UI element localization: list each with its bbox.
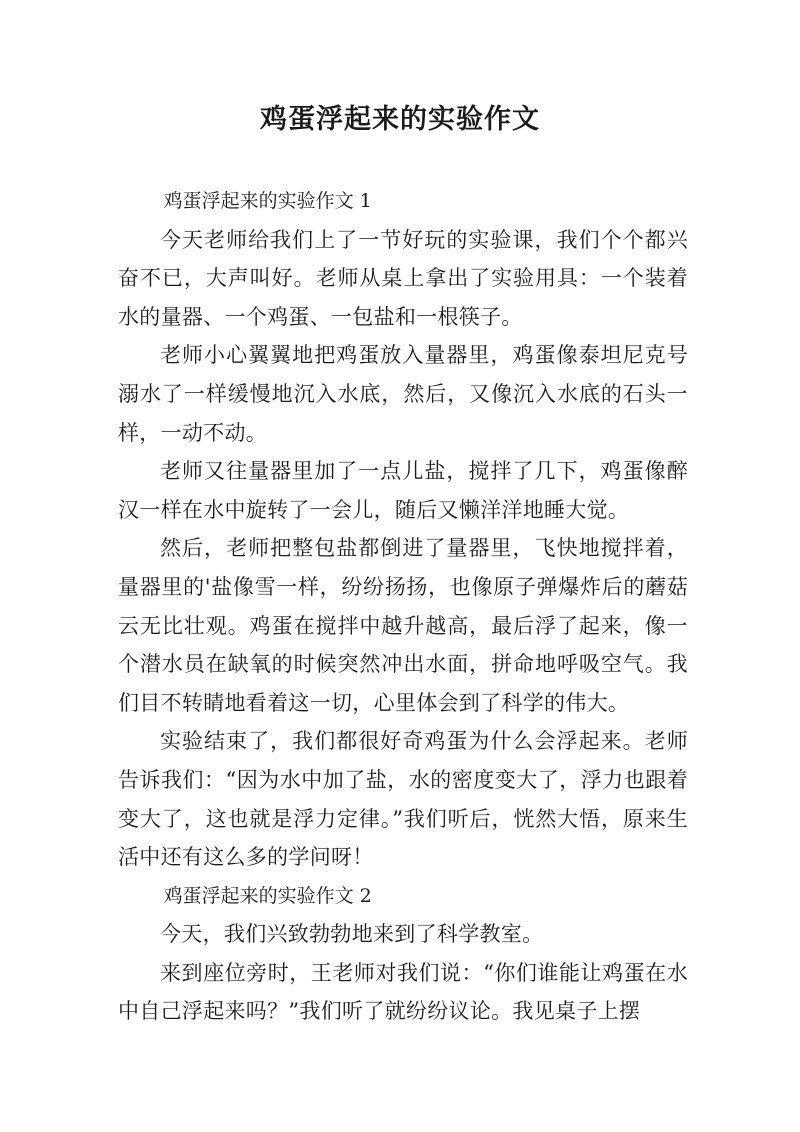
paragraph: 老师又往量器里加了一点儿盐，搅拌了几下，鸡蛋像醉汉一样在水中旋转了一会儿，随后又懒洋洋地睡大觉。: [118, 459, 688, 522]
paragraph: 实验结束了，我们都很好奇鸡蛋为什么会浮起来。老师告诉我们：“因为水中加了盐，水的密度变大了，浮力也跟着变大了，这也就是浮力定律。”我们听后，恍然大悟，原来生活中还有这么多的学问呀！: [118, 729, 688, 870]
document-body: [118, 182, 688, 1031]
document-title: 鸡蛋浮起来的实验作文: [260, 104, 540, 135]
paragraph: 来到座位旁时，王老师对我们说：“你们谁能让鸡蛋在水中自己浮起来吗？”我们听了就纷纷议论。我见桌子上摆: [118, 960, 688, 1024]
section-heading: 鸡蛋浮起来的实验作文 1: [163, 190, 372, 212]
paragraph: 老师小心翼翼地把鸡蛋放入量器里，鸡蛋像泰坦尼克号溺水了一样缓慢地沉入水底，然后，又像沉入水底的石头一样，一动不动。: [118, 343, 688, 445]
paragraph: 然后，老师把整包盐都倒进了量器里，飞快地搅拌着，量器里的'盐像雪一样，纷纷扬扬，也像原子弹爆炸后的蘑菇云无比壮观。鸡蛋在搅拌中越升越高，最后浮了起来，像一个潜水员在缺氧的时候突然冲出水面，拼命地呼吸空气。我们目不转睛地看着这一切，心里体会到了科学的伟大。: [118, 536, 688, 715]
section-heading: 鸡蛋浮起来的实验作文 2: [163, 884, 372, 907]
paragraph: 今天，我们兴致勃勃地来到了科学教室。: [160, 922, 544, 947]
paragraph: 今天老师给我们上了一节好玩的实验课，我们个个都兴奋不已，大声叫好。老师从桌上拿出了实验用具：一个装着水的量器、一个鸡蛋、一包盐和一根筷子。: [118, 227, 688, 329]
